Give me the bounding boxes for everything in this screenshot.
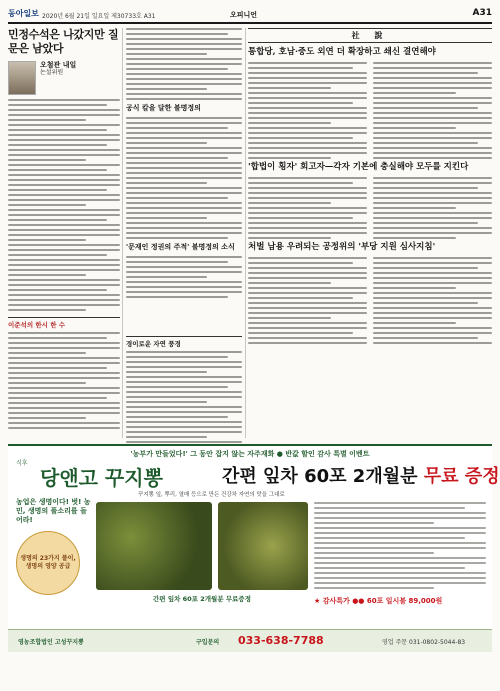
column-title: 민정수석은 나갔지만 질문은 남았다 xyxy=(8,28,119,55)
advertisement xyxy=(8,444,500,652)
issue-date: 2020년 6월 21일 일요일 제30733호 A31 xyxy=(42,13,156,20)
nature-column-title: 경이로운 자연 풍경 xyxy=(126,336,242,348)
ad-description xyxy=(314,502,486,589)
ad-phone-number-secondary: 영업 주문 031-0802-5044-83 xyxy=(382,639,466,646)
ad-caption: 간편 잎차 60포 2개월분 무료증정 xyxy=(153,595,251,603)
author-photo xyxy=(8,61,36,95)
editorial-sash: 社 說 xyxy=(248,28,492,43)
poem-box-title: 이준석의 한시 한 수 xyxy=(8,317,120,329)
body-text-block xyxy=(8,99,120,311)
author-name: 오철관 내일 xyxy=(40,61,77,69)
column-subhead: '문재인 정권의 주적' 불명정의 소식 xyxy=(126,243,235,251)
section-title: 오피니언 xyxy=(230,11,258,19)
body-text-block xyxy=(373,62,492,159)
ad-company: 영농조합법인 고성꾸지뽕 xyxy=(18,639,84,646)
product-photo xyxy=(96,502,212,590)
opinion-column-continued xyxy=(126,28,242,278)
ad-headline: 간편 잎차 60포 2개월분 무료 증정 xyxy=(222,466,500,487)
byline xyxy=(8,61,120,95)
body-text-block xyxy=(126,256,242,298)
page-number: A31 xyxy=(472,8,492,18)
newspaper-logo: 동아일보 xyxy=(8,9,39,18)
ad-left-title: 농업은 생명이다! 벗! 농민, 생명의 풀소리를 들어라! xyxy=(16,498,91,524)
body-text-block xyxy=(248,177,367,239)
ad-brand-name: 당앤고 꾸지뽕 xyxy=(40,466,163,490)
product-photo xyxy=(218,502,308,590)
column-subhead: 공식 칼을 달한 불명정의 xyxy=(126,104,201,112)
body-text-block xyxy=(373,257,492,344)
editorial-title: '합법이 횡자' 회고자—각자 기본에 충실해야 모두를 지킨다 xyxy=(248,162,469,172)
ad-phone-label: 구입문의 xyxy=(196,639,220,646)
body-text-block xyxy=(126,28,242,100)
column-divider xyxy=(245,28,246,438)
ad-price: ★ 감사특가 ●● 60포 일시불 89,000원 xyxy=(314,597,443,605)
masthead xyxy=(8,6,492,24)
body-text-block xyxy=(248,257,367,344)
ad-subline: 꾸지뽕 잎, 뿌리, 열매 등으로 만든 건강차 자연의 맛을 그대로 xyxy=(138,492,285,498)
author-role: 논설위원 xyxy=(40,69,64,76)
ad-brand-tag: 식후 xyxy=(16,460,28,467)
ad-badge: 생명의 23가지 풀이, 생명의 영양 공급 xyxy=(16,531,80,595)
ad-phone-number: 033-638-7788 xyxy=(238,634,324,647)
body-text-block xyxy=(126,117,242,239)
body-text-block xyxy=(373,177,492,239)
editorial-title: 통합당, 호남·중도 외연 더 확장하고 쇄신 결연해야 xyxy=(248,47,436,57)
ad-footer xyxy=(8,629,492,652)
poem-box-text xyxy=(8,332,120,429)
editorial-section xyxy=(248,28,492,358)
body-text-block xyxy=(248,62,367,159)
ad-left-panel xyxy=(16,498,92,595)
column-divider xyxy=(122,28,123,438)
editorial-title: 처벌 남용 우려되는 공정위의 '부당 지원 심사지침' xyxy=(248,242,436,252)
ad-top-banner: '농부가 만들었다!' 그 동안 잡지 않는 자주재화 ● 반값 할인 감사 특별 이벤트 xyxy=(130,450,370,458)
